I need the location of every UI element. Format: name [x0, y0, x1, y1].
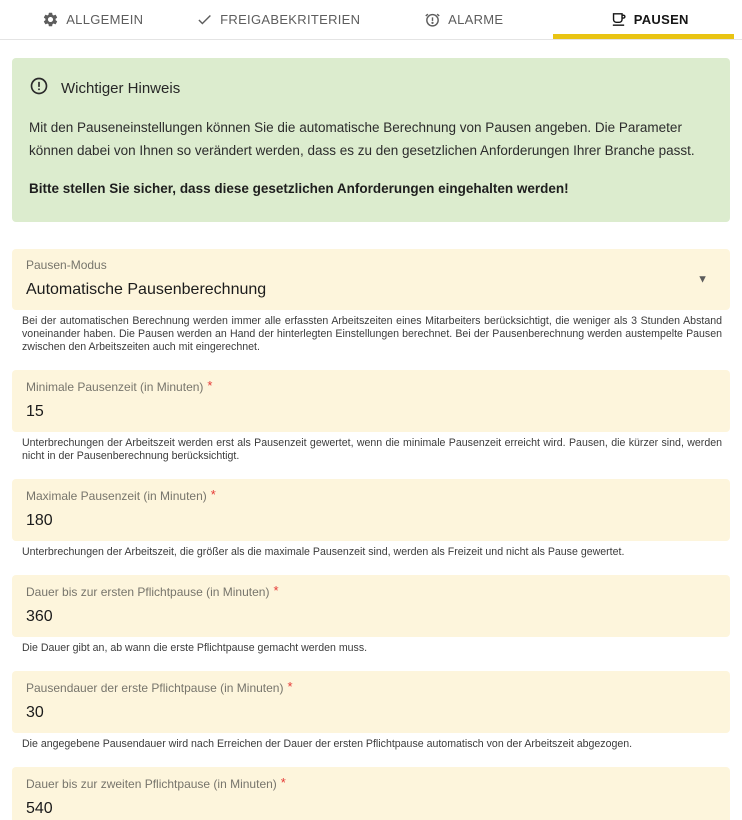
tab-allgemein[interactable]	[0, 0, 186, 39]
field-value[interactable]: 180	[26, 512, 53, 529]
notice-body: Mit den Pauseneinstellungen können Sie die automatische Berechnung von Pausen angeben. Die Parameter können dabei von Ihnen so verändert werden, dass es zu den gesetzlichen Anforderungen Ihrer Branche passt.	[29, 120, 695, 158]
notice-box	[12, 58, 730, 222]
field-value[interactable]: 15	[26, 403, 44, 420]
field-value[interactable]: 30	[26, 704, 44, 721]
tab-freigabekriterien[interactable]	[186, 0, 372, 39]
tab-label: FREIGABEKRITERIEN	[220, 12, 361, 27]
field-help-text: Die angegebene Pausendauer wird nach Erreichen der Dauer der ersten Pflichtpause automatisch von der Arbeitszeit abgezogen.	[22, 738, 633, 750]
required-asterisk: *	[273, 583, 279, 598]
tab-label: ALLGEMEIN	[66, 12, 144, 27]
form-field-group	[12, 479, 730, 559]
fields-list	[12, 249, 730, 820]
form-field-group	[12, 671, 730, 751]
field-help-text: Unterbrechungen der Arbeitszeit, die größer als die maximale Pausenzeit sind, werden als Freizeit und nicht als Pause gewertet.	[22, 546, 625, 558]
field-help-text: Bei der automatischen Berechnung werden immer alle erfassten Arbeitszeiten eines Mitarbeiters berücksichtigt, die weniger als 3 Stunden Abstand voneinander haben. Die Pausen werden an Hand der hinterlegten Einstellungen berechnet. Bei der Pausenberechnung werden austempelte Pausen zwischen den Arbeitszeiten auch mit eingerechnet.	[22, 315, 722, 353]
field-value[interactable]: 540	[26, 800, 53, 817]
field-help-text: Die Dauer gibt an, ab wann die erste Pflichtpause gemacht werden muss.	[22, 642, 368, 654]
alarm-icon	[424, 11, 441, 28]
settings-panel	[0, 58, 742, 820]
required-asterisk: *	[287, 679, 293, 694]
tab-label: PAUSEN	[633, 12, 689, 27]
tab-label: ALARME	[448, 12, 504, 27]
field-box[interactable]	[12, 671, 730, 733]
form-field-group	[12, 370, 730, 463]
field-value[interactable]: Automatische Pausenberechnung	[26, 281, 267, 298]
tab-bar	[0, 0, 742, 40]
check-icon	[196, 11, 213, 28]
field-label: Pausen-Modus	[26, 258, 107, 272]
field-help-text: Unterbrechungen der Arbeitszeit werden erst als Pausenzeit gewertet, wenn die minimale Pausenzeit erreicht wird. Pausen, die kürzer sind, werden nicht in der Pausenberechnung berücksichtigt.	[22, 437, 722, 462]
field-box[interactable]	[12, 370, 730, 432]
alert-icon	[29, 76, 49, 101]
form-field-group	[12, 249, 730, 354]
gear-icon	[42, 11, 59, 28]
field-box[interactable]	[12, 479, 730, 541]
field-label: Minimale Pausenzeit (in Minuten)	[26, 380, 204, 394]
required-asterisk: *	[207, 378, 213, 393]
field-value[interactable]: 360	[26, 608, 53, 625]
coffee-cup-icon	[610, 11, 627, 28]
field-box[interactable]	[12, 767, 730, 820]
required-asterisk: *	[280, 775, 286, 790]
active-tab-indicator	[553, 34, 734, 39]
field-label: Pausendauer der erste Pflichtpause (in Minuten)	[26, 681, 284, 695]
form-field-group	[12, 767, 730, 820]
required-asterisk: *	[210, 487, 216, 502]
field-label: Dauer bis zur ersten Pflichtpause (in Minuten)	[26, 585, 270, 599]
chevron-down-icon[interactable]: ▼	[697, 273, 708, 285]
field-box[interactable]	[12, 249, 730, 310]
field-label: Maximale Pausenzeit (in Minuten)	[26, 489, 207, 503]
notice-title: Wichtiger Hinweis	[61, 80, 181, 97]
tab-alarme[interactable]	[371, 0, 557, 39]
field-label: Dauer bis zur zweiten Pflichtpause (in Minuten)	[26, 777, 277, 791]
field-box[interactable]	[12, 575, 730, 637]
notice-warning: Bitte stellen Sie sicher, dass diese gesetzlichen Anforderungen eingehalten werden!	[29, 181, 569, 196]
form-field-group	[12, 575, 730, 655]
